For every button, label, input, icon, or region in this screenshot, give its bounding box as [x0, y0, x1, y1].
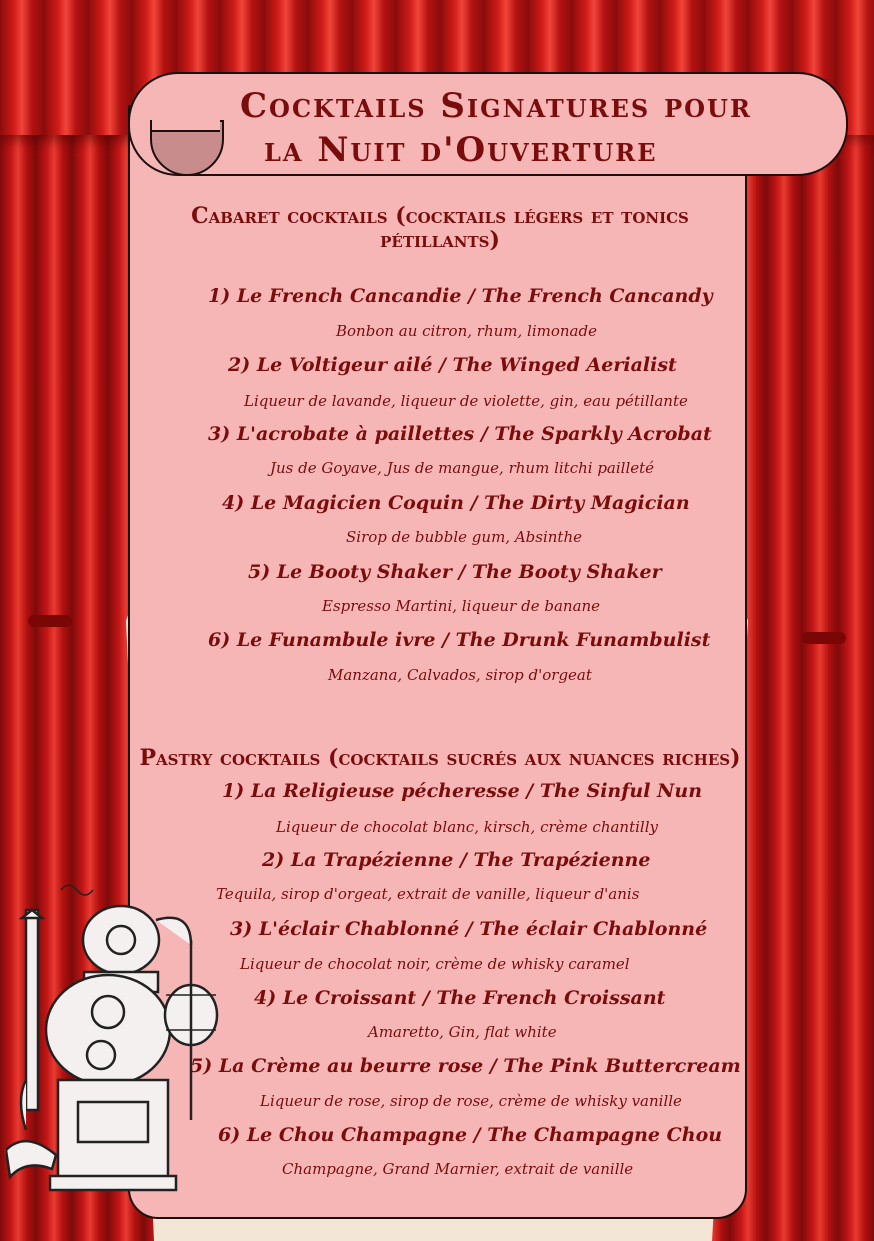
cocktail-name: 5) Le Booty Shaker / The Booty Shaker — [248, 561, 662, 583]
cocktail-description: Bonbon au citron, rhum, limonade — [336, 322, 597, 340]
curtain-tie-left — [28, 615, 72, 627]
cocktail-name: 4) Le Croissant / The French Croissant — [254, 987, 666, 1009]
cocktail-description: Liqueur de rose, sirop de rose, crème de whisky vanille — [260, 1092, 682, 1110]
title-line-1: Cocktails Signatures pour — [240, 86, 752, 126]
cocktail-description: Liqueur de chocolat noir, crème de whisky caramel — [240, 955, 630, 973]
cocktail-name: 3) L'acrobate à paillettes / The Sparkly Acrobat — [208, 423, 712, 445]
cocktail-name: 2) La Trapézienne / The Trapézienne — [262, 849, 651, 871]
cocktail-name: 5) La Crème au beurre rose / The Pink Buttercream — [190, 1055, 741, 1077]
cocktail-description: Champagne, Grand Marnier, extrait de vanille — [282, 1160, 634, 1178]
curtain-tie-right — [802, 632, 846, 644]
cocktail-description: Liqueur de chocolat blanc, kirsch, crème chantilly — [276, 818, 658, 836]
cocktail-description: Espresso Martini, liqueur de banane — [322, 597, 601, 615]
cocktail-name: 2) Le Voltigeur ailé / The Winged Aerialist — [228, 354, 677, 376]
cocktail-name: 1) Le French Cancandie / The French Cancandy — [208, 285, 713, 307]
cocktail-name: 1) La Religieuse pécheresse / The Sinful Nun — [222, 780, 703, 802]
title-line-2: la Nuit d'Ouverture — [264, 130, 658, 170]
cocktail-description: Amaretto, Gin, flat white — [368, 1023, 557, 1041]
section-title-pastry: Pastry cocktails (cocktails sucrés aux nuances riches) — [139, 745, 741, 771]
cocktail-description: Sirop de bubble gum, Absinthe — [346, 528, 582, 546]
page-title — [240, 84, 760, 172]
cocktail-description: Liqueur de lavande, liqueur de violette, gin, eau pétillante — [244, 392, 688, 410]
cocktail-description: Jus de Goyave, Jus de mangue, rhum litchi pailleté — [270, 459, 655, 477]
cocktail-description: Tequila, sirop d'orgeat, extrait de vanille, liqueur d'anis — [216, 885, 640, 903]
still-icon — [6, 880, 221, 1220]
cocktail-name: 4) Le Magicien Coquin / The Dirty Magician — [222, 492, 690, 514]
section-title-cabaret: Cabaret cocktails (cocktails légers et tonics pétillants) — [191, 203, 689, 253]
cocktail-description: Manzana, Calvados, sirop d'orgeat — [328, 666, 592, 684]
scroll-curl-edge — [152, 120, 220, 132]
cocktail-name: 6) Le Chou Champagne / The Champagne Chou — [218, 1124, 723, 1146]
cocktail-name: 3) L'éclair Chablonné / The éclair Chablonné — [230, 918, 708, 940]
cocktail-name: 6) Le Funambule ivre / The Drunk Funambulist — [208, 629, 711, 651]
